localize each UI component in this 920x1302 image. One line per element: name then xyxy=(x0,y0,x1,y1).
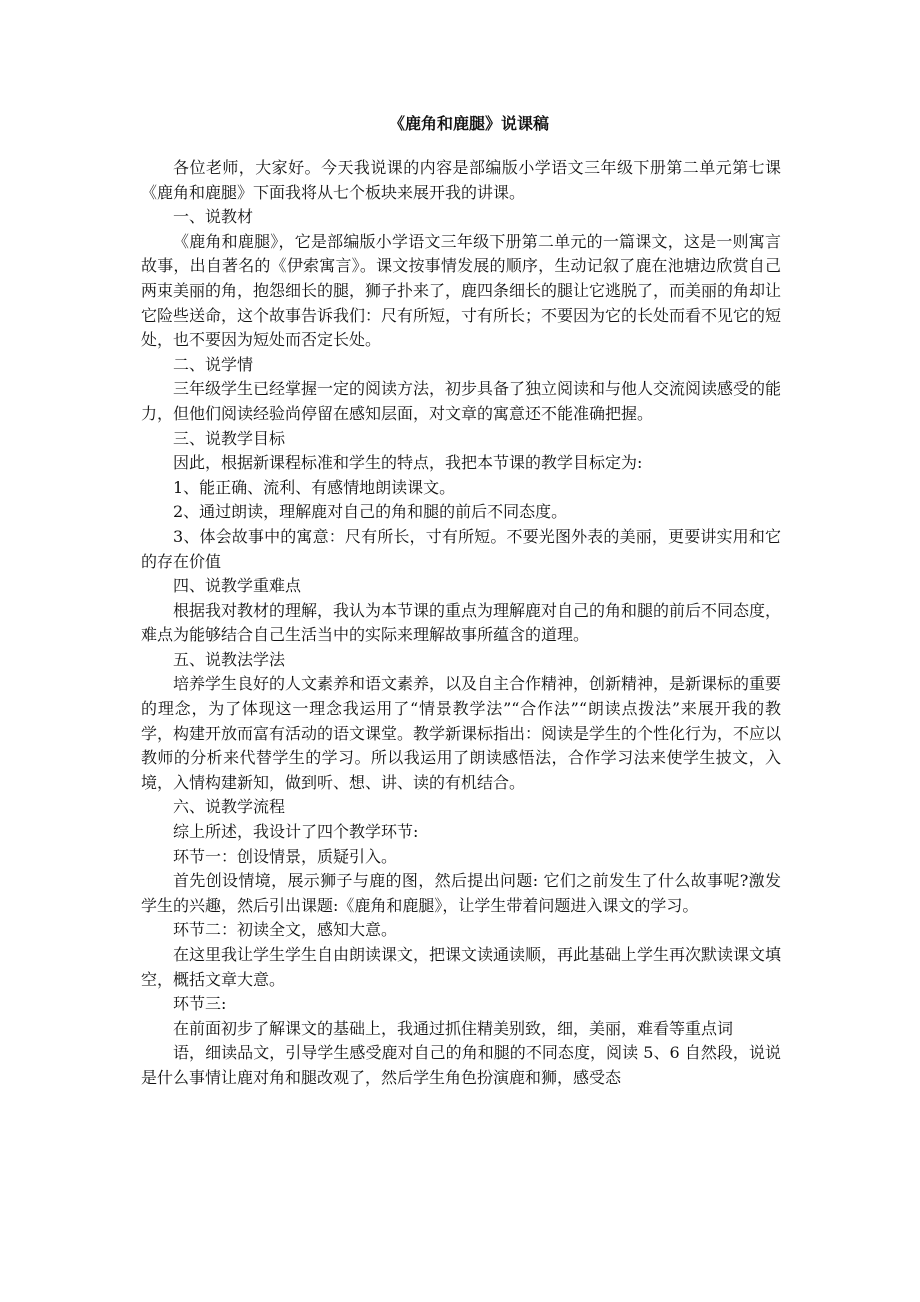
step-3-text-a: 在前面初步了解课文的基础上，我通过抓住精美别致，细，美丽，难看等重点词 xyxy=(173,1018,734,1038)
paragraph-students: 三年级学生已经掌握一定的阅读方法，初步具备了独立阅读和与他人交流阅读感受的能力，但他们阅读经验尚停留在感知层面，对文章的寓意还不能准确把握。 xyxy=(141,379,782,423)
document-title: 《鹿角和鹿腿》说课稿 xyxy=(388,114,549,133)
section-heading-key-points: 四、说教学重难点 xyxy=(173,576,302,596)
step-1-heading: 环节一：创设情景，质疑引入。 xyxy=(173,846,398,866)
step-1-text: 首先创设情境，展示狮子与鹿的图，然后提出问题: 它们之前发生了什么故事呢?激发学生的兴趣，然后引出课题:《鹿角和鹿腿》，让学生带着问题进入课文的学习。 xyxy=(141,871,781,915)
document-page xyxy=(141,112,781,1091)
step-3-text-b: 语，细读品文，引导学生感受鹿对自己的角和腿的不同态度，阅读 5、6 自然段，说说是什么事情让鹿对角和腿改观了，然后学生角色扮演鹿和狮，感受态 xyxy=(141,1043,781,1087)
section-heading-students: 二、说学情 xyxy=(173,354,254,374)
paragraph-process-intro: 综上所述，我设计了四个教学环节: xyxy=(173,822,419,842)
goal-item-2: 2、通过朗读，理解鹿对自己的角和腿的前后不同态度。 xyxy=(173,502,568,522)
section-heading-goals: 三、说教学目标 xyxy=(173,428,286,448)
step-2-text: 在这里我让学生学生自由朗读课文，把课文读通读顺，再此基础上学生再次默读课文填空，概括文章大意。 xyxy=(141,945,782,989)
section-heading-process: 六、说教学流程 xyxy=(173,797,286,817)
paragraph-textbook: 《鹿角和鹿腿》，它是部编版小学语文三年级下册第二单元的一篇课文，这是一则寓言故事，出自著名的《伊索寓言》。课文按事情发展的顺序，生动记叙了鹿在池塘边欣赏自己两束美丽的角，抱怨细长的腿，狮子扑来了，鹿四条细长的腿让它逃脱了，而美丽的角却让它险些送命，这个故事告诉我们：尺有所短，寸有所长；不要因为它的长处而看不见它的短处，也不要因为短处而否定长处。 xyxy=(141,231,782,350)
section-heading-methods: 五、说教法学法 xyxy=(173,649,286,669)
paragraph-methods: 培养学生良好的人文素养和语文素养，以及自主合作精神，创新精神，是新课标的重要的理念，为了体现这一理念我运用了“情景教学法”“合作法”“朗读点拨法”来展开我的教学，构建开放而富有活动的语文课堂。教学新课标指出：阅读是学生的个性化行为，不应以教师的分析来代替学生的学习。所以我运用了朗读感悟法，合作学习法来使学生披文，入境，入情构建新知，做到听、想、讲、读的有机结合。 xyxy=(141,674,782,792)
document-body xyxy=(141,156,781,1091)
goal-item-3: 3、体会故事中的寓意：尺有所长，寸有所短。不要光图外表的美丽，更要讲实用和它的存在价值 xyxy=(141,526,781,571)
paragraph-goals-intro: 因此，根据新课程标准和学生的特点，我把本节课的教学目标定为: xyxy=(173,453,643,473)
paragraph-key-points: 根据我对教材的理解，我认为本节课的重点为理解鹿对自己的角和腿的前后不同态度，难点为能够结合自己生活当中的实际来理解故事所蕴含的道理。 xyxy=(141,600,782,645)
step-3-heading: 环节三: xyxy=(173,994,227,1014)
goal-item-1: 1、能正确、流利、有感情地朗读课文。 xyxy=(173,477,456,497)
paragraph-intro: 各位老师，大家好。今天我说课的内容是部编版小学语文三年级下册第二单元第七课《鹿角和鹿腿》下面我将从七个板块来展开我的讲课。 xyxy=(141,158,781,202)
section-heading-textbook: 一、说教材 xyxy=(173,207,254,227)
step-2-heading: 环节二：初读全文，感知大意。 xyxy=(173,920,398,940)
